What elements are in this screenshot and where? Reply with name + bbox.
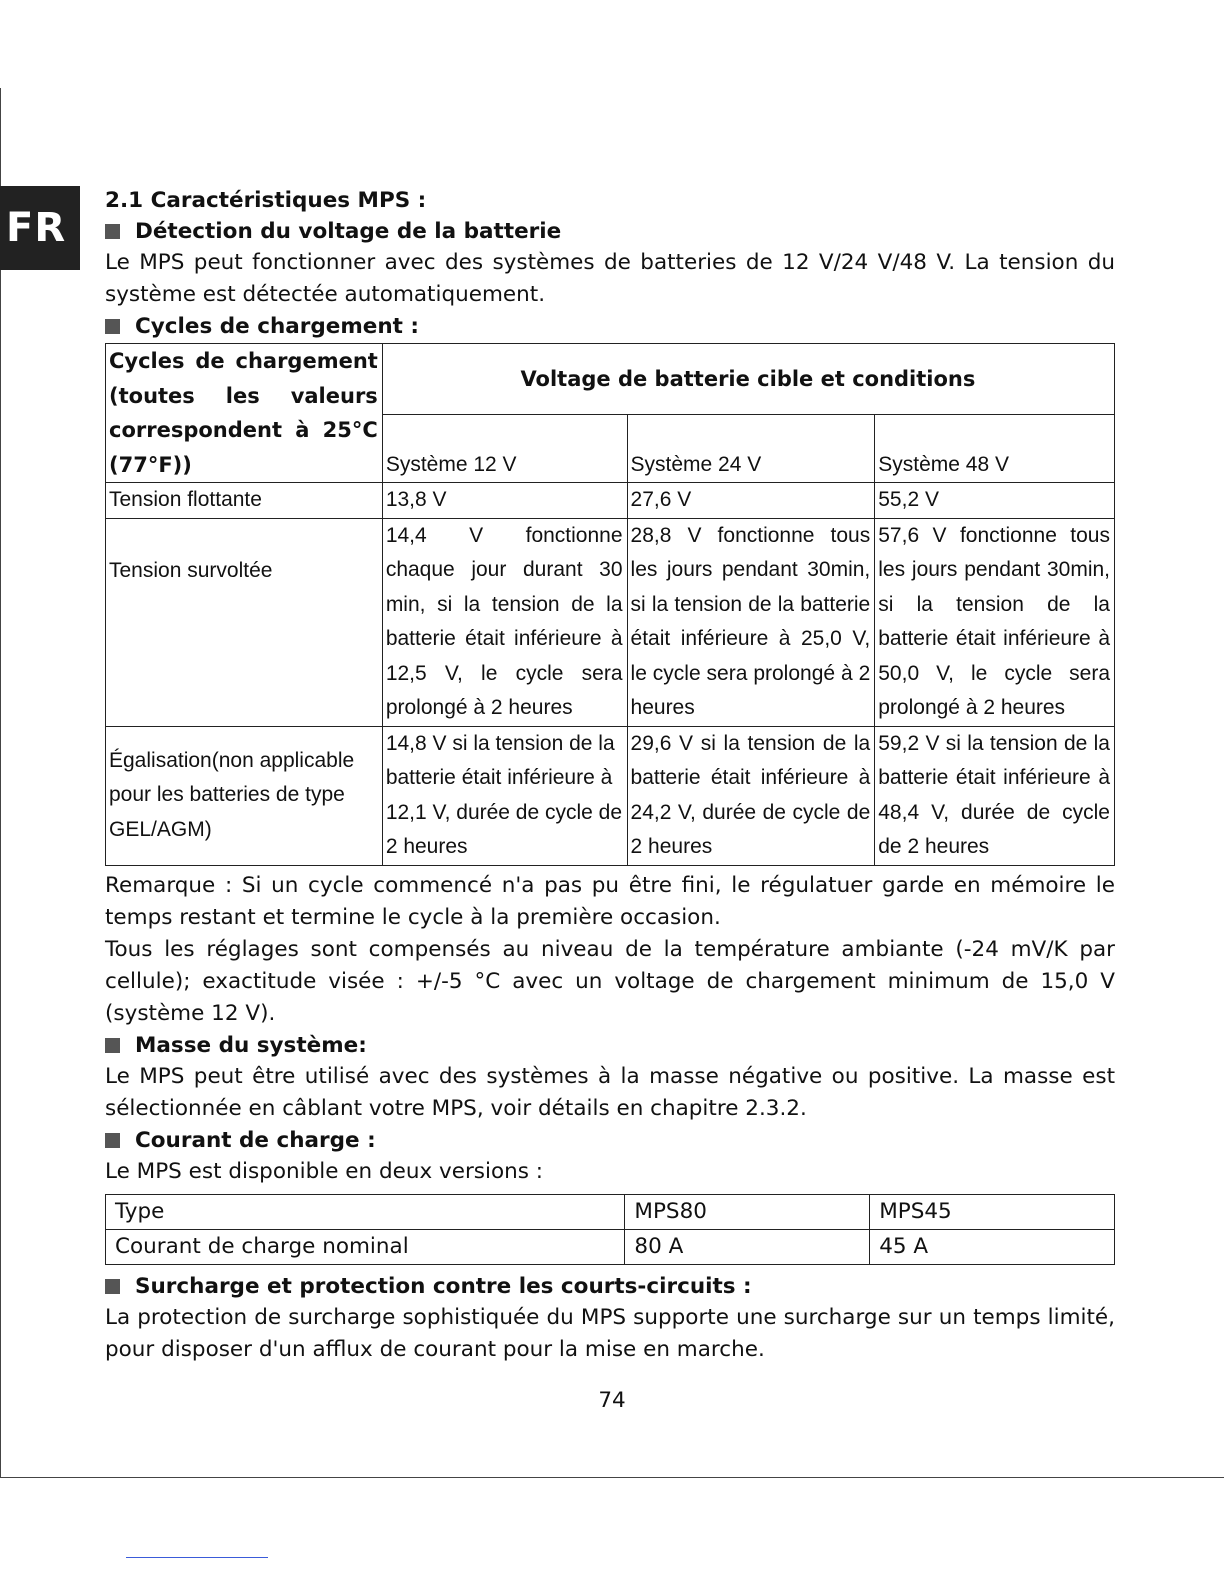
cycles-heading: Cycles de chargement : [105,311,1115,342]
table-row [106,726,1115,865]
page-number: 74 [598,1388,626,1413]
table-cell: 14,8 V si la tension de la batterie était inférieure à 12,1 V, durée de cycle de 2 heures [382,726,627,865]
table-row [106,344,1115,415]
row-label: Tension survoltée [106,518,383,726]
table-cell: MPS45 [870,1194,1115,1229]
ground-heading: Masse du système: [105,1030,1115,1061]
overload-heading: Surcharge et protection contre les courts-circuits : [105,1271,1115,1302]
blue-underline-mark [126,1557,268,1558]
square-bullet-icon [105,1133,120,1148]
language-tab: FR [0,186,80,270]
compensation-text: Tous les réglages sont compensés au niveau de la température ambiante (-24 mV/K par cellule); exactitude visée : +/-5 °C avec un voltage de chargement minimum de 15,0 V (système 12 V). [105,936,1115,1026]
ground-text: Le MPS peut être utilisé avec des systèmes à la masse négative ou positive. La masse est sélectionnée en câblant votre MPS, voir détails en chapitre 2.3.2. [105,1063,1115,1121]
table-cell: 27,6 V [627,483,875,519]
table-cell: 14,4 V fonctionne chaque jour durant 30 min, si la tension de la batterie était inférieure à 12,5 V, le cycle sera prolongé à 2 heures [382,518,627,726]
system-48v-header: Système 48 V [875,415,1115,483]
page-content [105,186,1115,1366]
table-cell: Courant de charge nominal [106,1229,625,1264]
overload-text: La protection de surcharge sophistiquée du MPS supporte une surcharge sur un temps limité, pour disposer d'un afflux de courant pour la mise en marche. [105,1304,1115,1362]
current-text: Le MPS est disponible en deux versions : [105,1158,544,1184]
bottom-rule [0,1477,1224,1478]
table-row [106,483,1115,519]
table-cell: 28,8 V fonctionne tous les jours pendant 30min, si la tension de la batterie était inférieure à 25,0 V, le cycle sera prolongé à 2 heures [627,518,875,726]
versions-table [105,1194,1115,1265]
square-bullet-icon [105,1279,120,1294]
current-heading: Courant de charge : [105,1125,1115,1156]
table-row [106,1229,1115,1264]
table-cell: 59,2 V si la tension de la batterie était inférieure à 48,4 V, durée de cycle de 2 heures [875,726,1115,865]
table-cell: 29,6 V si la tension de la batterie était inférieure à 24,2 V, durée de cycle de 2 heures [627,726,875,865]
table-cell: Type [106,1194,625,1229]
square-bullet-icon [105,224,120,239]
remark-text: Remarque : Si un cycle commencé n'a pas pu être fini, le régulatuer garde en mémoire le temps restant et termine le cycle à la première occasion. [105,872,1115,930]
square-bullet-icon [105,1038,120,1053]
table-cell: MPS80 [625,1194,870,1229]
target-voltage-header: Voltage de batterie cible et conditions [382,344,1114,415]
system-24v-header: Système 24 V [627,415,875,483]
table-cell: 13,8 V [382,483,627,519]
table-cell: 45 A [870,1229,1115,1264]
detection-text: Le MPS peut fonctionner avec des systèmes de batteries de 12 V/24 V/48 V. La tension du système est détectée automatiquement. [105,250,1115,307]
detection-heading: Détection du voltage de la batterie [105,216,1115,247]
row-label: Tension flottante [106,483,383,519]
system-12v-header: Système 12 V [382,415,627,483]
table-cell: 80 A [625,1229,870,1264]
table-row [106,518,1115,726]
section-title: 2.1 Caractéristiques MPS : [105,188,427,213]
left-margin-rule [0,88,1,1478]
square-bullet-icon [105,319,120,334]
row-label: Égalisation(non applicable pour les batteries de type GEL/AGM) [106,726,383,865]
charge-cycles-table [105,343,1115,866]
table-cell: 55,2 V [875,483,1115,519]
table-cell: 57,6 V fonctionne tous les jours pendant 30min, si la tension de la batterie était inférieure à 50,0 V, le cycle sera prolongé à 2 heures [875,518,1115,726]
cycles-column-header: Cycles de chargement (toutes les valeurs correspondent à 25°C (77°F)) [106,344,383,483]
table-row [106,1194,1115,1229]
